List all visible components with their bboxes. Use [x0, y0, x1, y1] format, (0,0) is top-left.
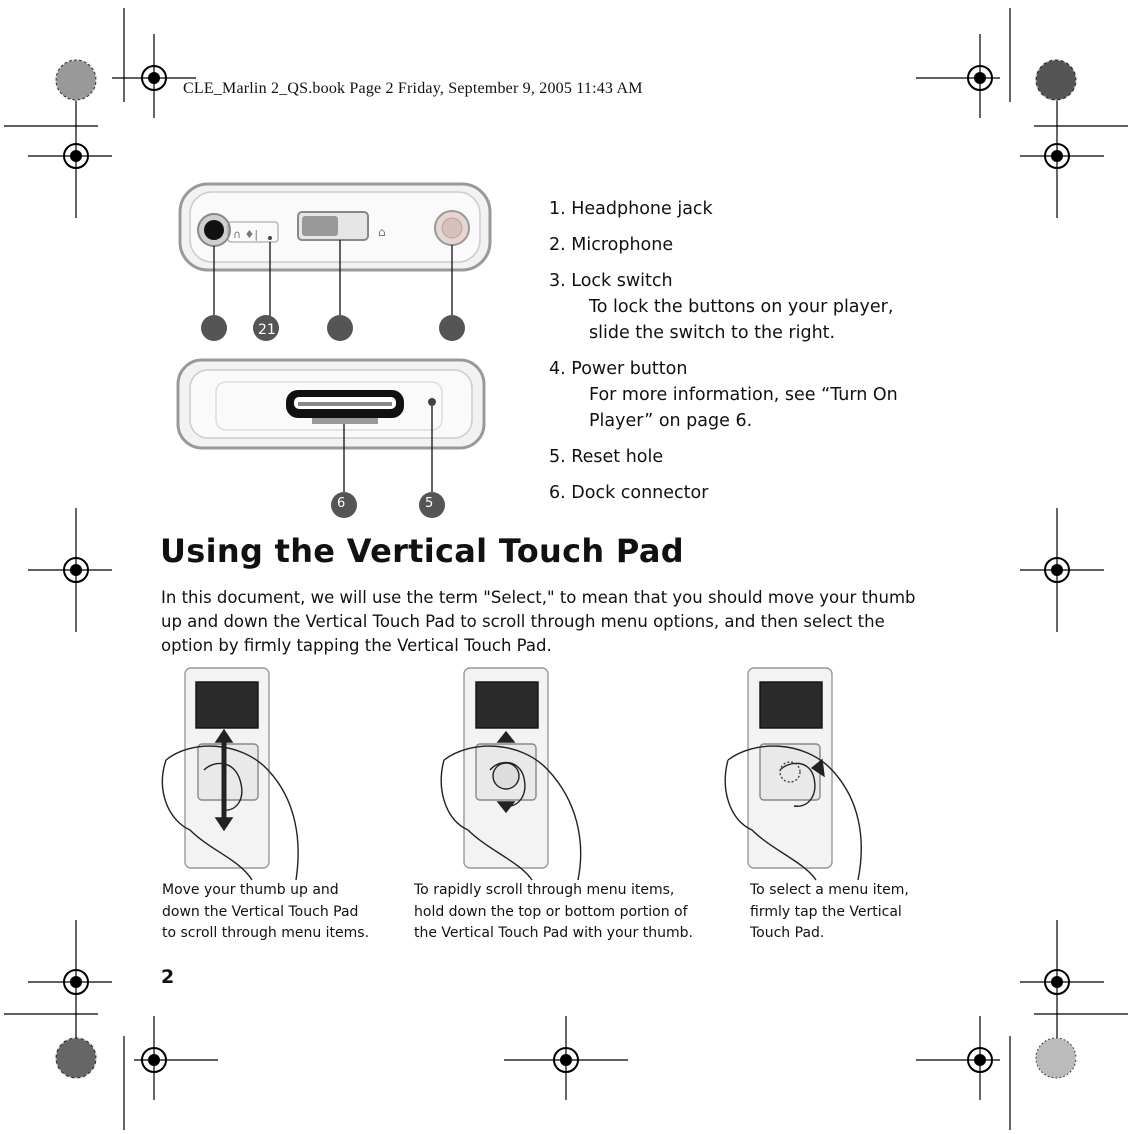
part-description: To lock the buttons on your player,	[589, 297, 894, 317]
callout-5: 5	[425, 496, 434, 511]
caption-scroll	[162, 880, 402, 945]
part-description: For more information, see “Turn On	[589, 385, 898, 405]
part-item: 5. Reset hole	[549, 447, 664, 467]
player-top-view	[180, 184, 490, 341]
caption-line: to scroll through menu items.	[162, 925, 370, 941]
part-item: 3. Lock switch	[549, 271, 673, 291]
callout-6: 6	[337, 496, 346, 511]
caption-hold	[414, 880, 734, 945]
player-bottom-view	[178, 360, 484, 518]
svg-text:∩ ♦|: ∩ ♦|	[233, 228, 259, 241]
caption-line: To select a menu item,	[750, 882, 909, 898]
intro-line: In this document, we will use the term "Select," to mean that you should move your thumb	[161, 588, 916, 607]
svg-text:21: 21	[258, 322, 276, 338]
page-number: 2	[161, 966, 175, 988]
svg-text:⌂: ⌂	[378, 225, 386, 239]
intro-line: up and down the Vertical Touch Pad to scroll through menu options, and then select the	[161, 612, 885, 631]
caption-tap	[750, 880, 950, 945]
parts-list	[549, 196, 898, 506]
section-title: Using the Vertical Touch Pad	[160, 532, 684, 570]
caption-line: To rapidly scroll through menu items,	[414, 882, 675, 898]
part-description: slide the switch to the right.	[589, 323, 836, 343]
caption-line: down the Vertical Touch Pad	[162, 903, 359, 920]
part-item: 2. Microphone	[549, 235, 674, 255]
part-item: 6. Dock connector	[549, 483, 709, 503]
illustration-tap	[725, 668, 861, 880]
part-item: 1. Headphone jack	[549, 199, 713, 219]
caption-line: hold down the top or bottom portion of	[414, 903, 688, 920]
part-item: 4. Power button	[549, 359, 688, 379]
caption-line: Touch Pad.	[750, 925, 825, 941]
caption-line: Move your thumb up and	[162, 882, 339, 898]
illustration-hold	[441, 668, 580, 880]
running-head: CLE_Marlin 2_QS.book Page 2 Friday, September 9, 2005 11:43 AM	[183, 80, 643, 97]
illustration-scroll	[162, 668, 298, 880]
caption-line: firmly tap the Vertical	[750, 903, 902, 920]
caption-line: the Vertical Touch Pad with your thumb.	[414, 925, 693, 941]
intro-paragraph	[161, 586, 951, 658]
part-description: Player” on page 6.	[589, 411, 753, 431]
intro-line: option by firmly tapping the Vertical Touch Pad.	[161, 636, 552, 655]
